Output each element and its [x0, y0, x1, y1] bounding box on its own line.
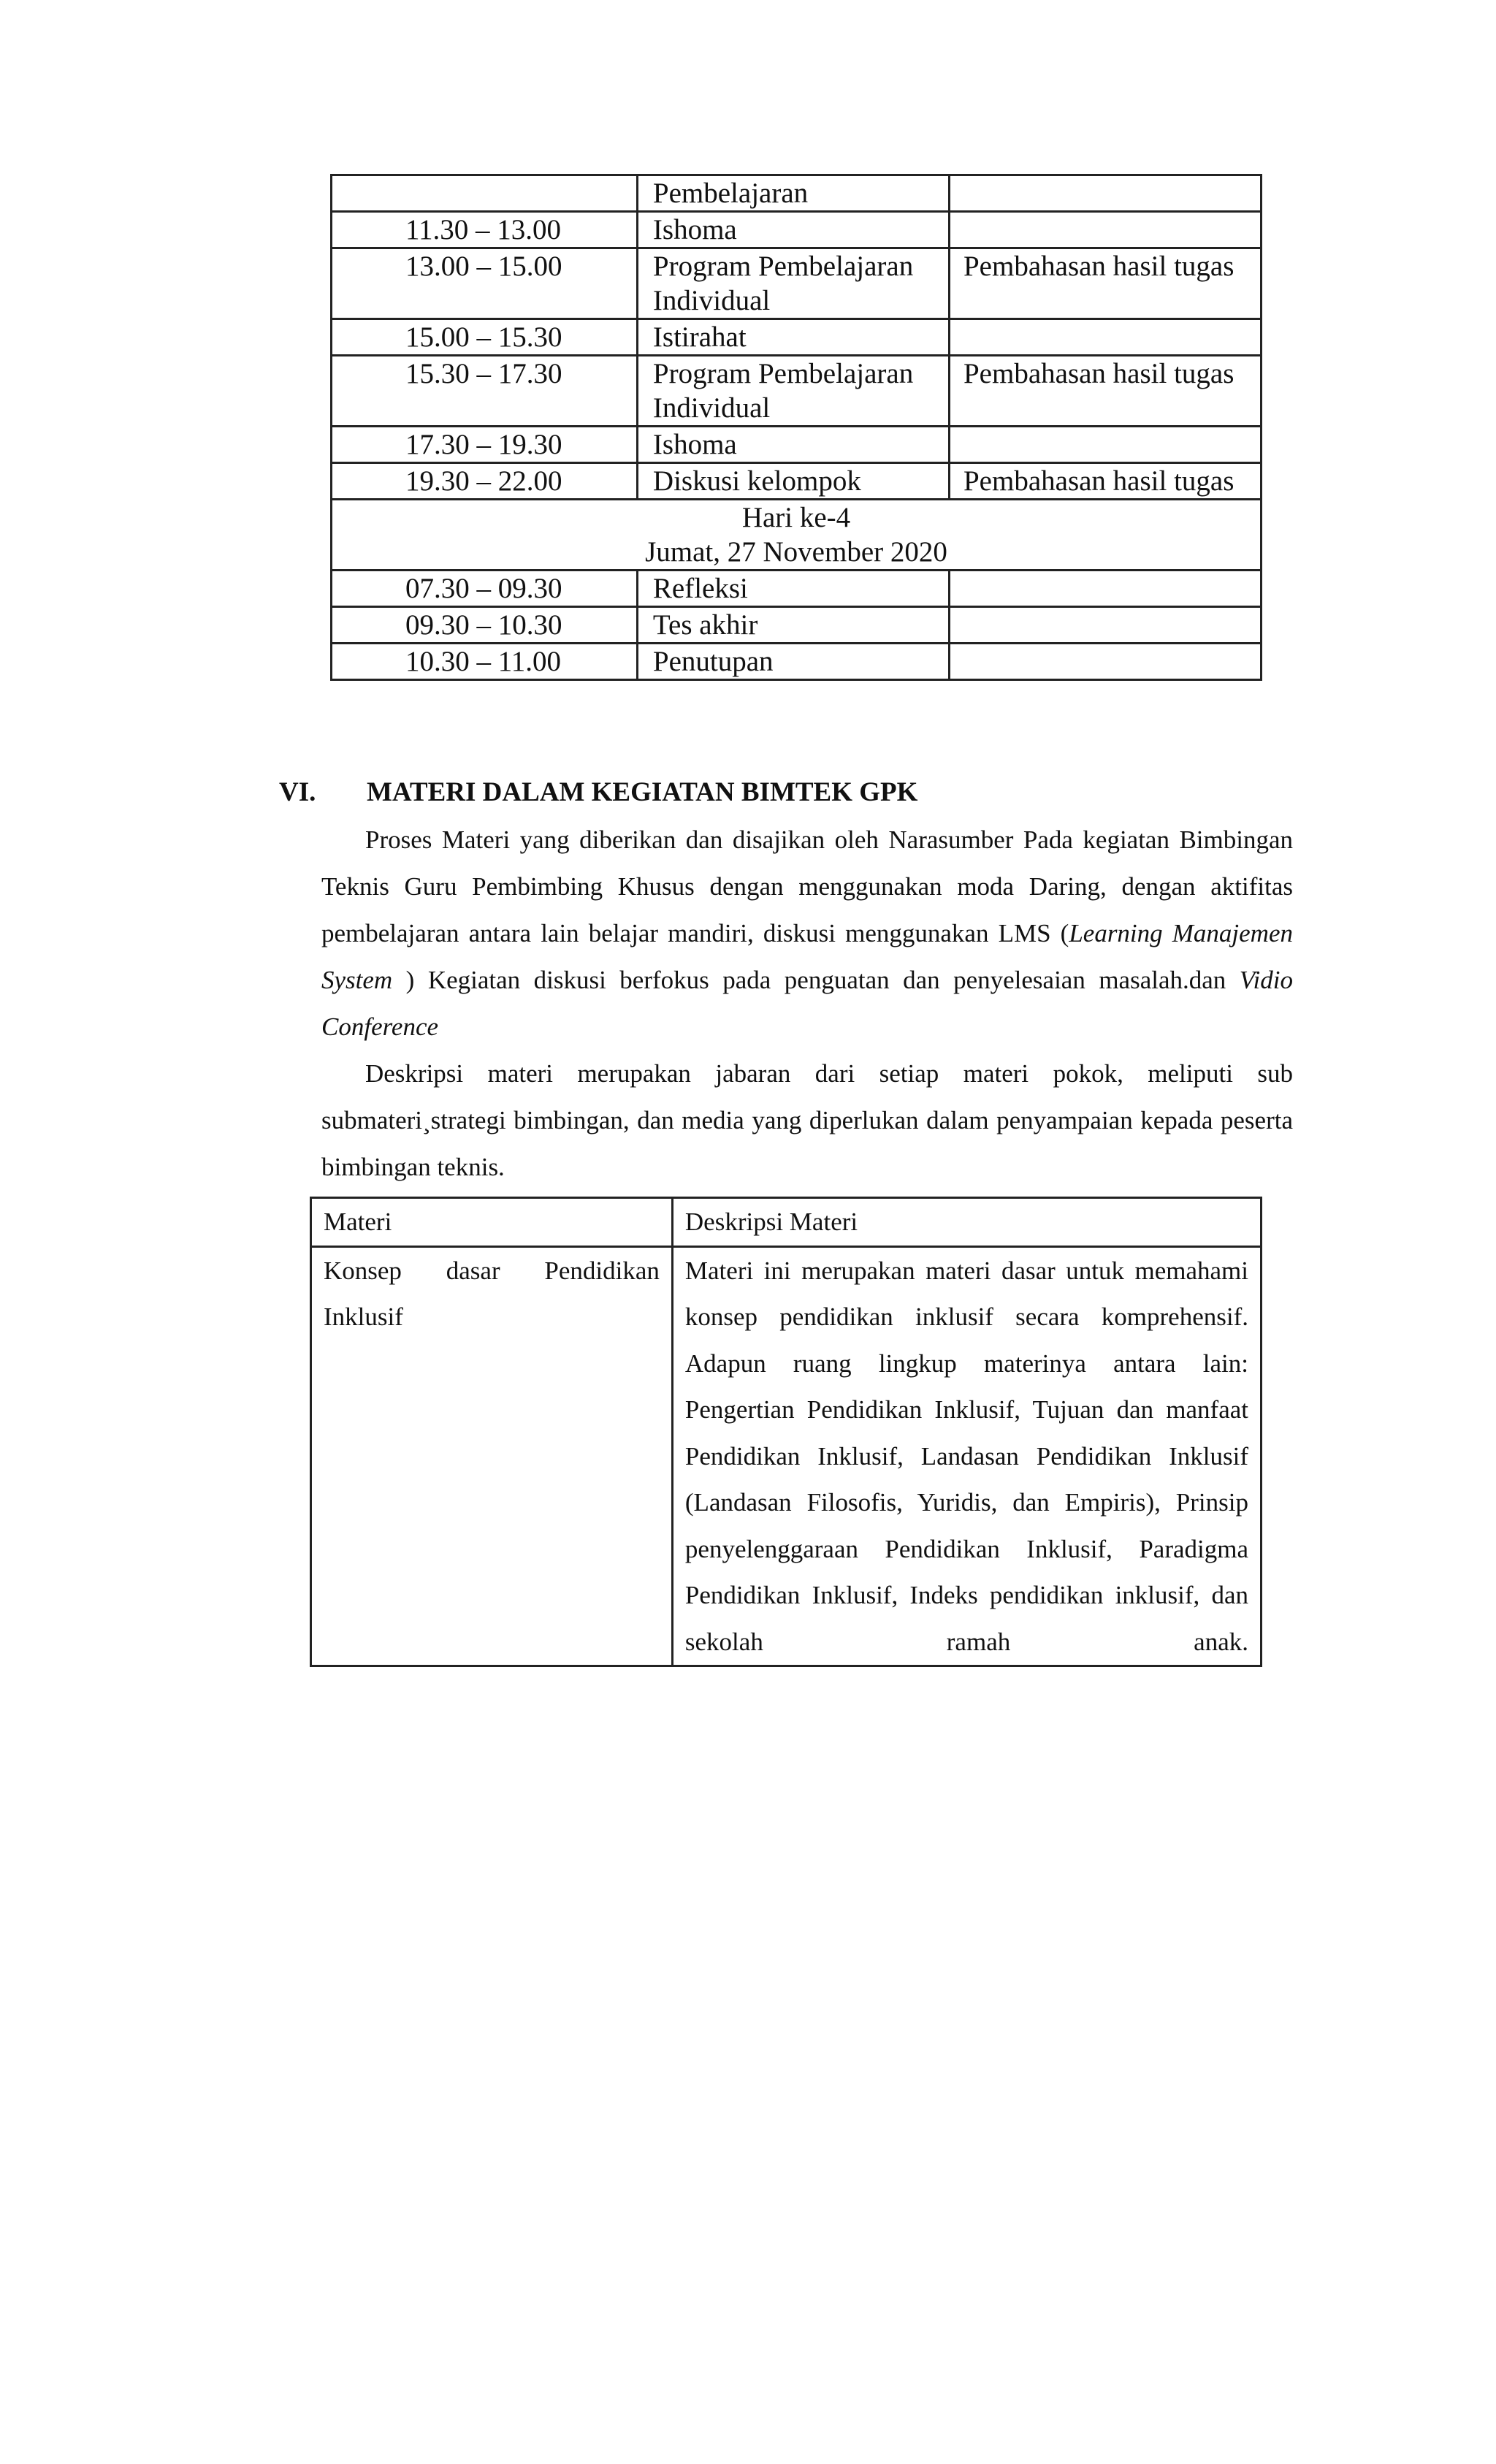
activity-cell: Pembelajaran	[637, 175, 949, 212]
table-row	[332, 212, 1262, 248]
paragraph-text-a: Proses Materi yang diberikan dan disajikan oleh Narasumber Pada kegiatan Bimbingan Teknis Guru Pembimbing Khusus dengan menggunakan moda Daring, dengan aktifitas pembelajaran antara lain belajar mandiri, diskusi menggunakan LMS (	[321, 825, 1293, 947]
activity-cell: Diskusi kelompok	[637, 463, 949, 500]
paragraph-description	[321, 1050, 1293, 1191]
time-cell: 10.30 – 11.00	[332, 644, 638, 680]
paragraph-process	[321, 817, 1293, 1050]
note-cell: Pembahasan hasil tugas	[949, 463, 1261, 500]
schedule-table	[330, 174, 1262, 681]
note-cell: Pembahasan hasil tugas	[949, 248, 1261, 319]
note-cell	[949, 319, 1261, 356]
materi-cell: Konsep dasar Pendidikan Inklusif	[311, 1246, 673, 1666]
note-cell	[949, 427, 1261, 463]
table-row	[332, 644, 1262, 680]
activity-cell: Istirahat	[637, 319, 949, 356]
table-row	[332, 571, 1262, 607]
time-cell: 11.30 – 13.00	[332, 212, 638, 248]
day-label: Hari ke-4	[741, 502, 851, 533]
table-row	[332, 463, 1262, 500]
day-header-cell	[332, 500, 1262, 571]
table-row	[332, 319, 1262, 356]
materi-table	[310, 1197, 1262, 1667]
note-cell	[949, 607, 1261, 644]
time-cell	[332, 175, 638, 212]
activity-cell: Refleksi	[637, 571, 949, 607]
table-row	[311, 1246, 1262, 1666]
activity-cell: Program Pembelajaran Individual	[637, 356, 949, 427]
time-cell: 13.00 – 15.00	[332, 248, 638, 319]
paragraph-text-b: ) Kegiatan diskusi berfokus pada penguatan dan penyelesaian masalah.dan	[392, 966, 1240, 994]
time-cell: 19.30 – 22.00	[332, 463, 638, 500]
paragraph-description-text: Deskripsi materi merupakan jabaran dari setiap materi pokok, meliputi sub submateri¸strategi bimbingan, dan media yang diperlukan dalam penyampaian kepada peserta bimbingan teknis.	[321, 1059, 1293, 1181]
section-number: VI.	[279, 777, 316, 807]
note-cell: Pembahasan hasil tugas	[949, 356, 1261, 427]
paragraph-italic-conference: Vidio Conference	[321, 966, 1293, 1041]
activity-cell: Program Pembelajaran Individual	[637, 248, 949, 319]
header-deskripsi: Deskripsi Materi	[672, 1198, 1261, 1247]
table-row	[332, 607, 1262, 644]
header-materi: Materi	[311, 1198, 673, 1247]
table-row	[332, 427, 1262, 463]
time-cell: 15.30 – 17.30	[332, 356, 638, 427]
day-header-row	[332, 500, 1262, 571]
table-header-row	[311, 1198, 1262, 1247]
section-heading	[279, 774, 1302, 811]
note-cell	[949, 644, 1261, 680]
activity-cell: Penutupan	[637, 644, 949, 680]
table-row	[332, 248, 1262, 319]
activity-cell: Tes akhir	[637, 607, 949, 644]
time-cell: 17.30 – 19.30	[332, 427, 638, 463]
time-cell: 09.30 – 10.30	[332, 607, 638, 644]
note-cell	[949, 212, 1261, 248]
deskripsi-cell: Materi ini merupakan materi dasar untuk memahami konsep pendidikan inklusif secara komprehensif. Adapun ruang lingkup materinya antara lain: Pengertian Pendidikan Inklusif, Tujuan dan manfaat Pendidikan Inklusif, Landasan Pendidikan Inklusif (Landasan Filosofis, Yuridis, dan Empiris), Prinsip penyelenggaraan Pendidikan Inklusif, Paradigma Pendidikan Inklusif, Indeks pendidikan inklusif, dan sekolah ramah anak.	[672, 1246, 1261, 1666]
section-title: MATERI DALAM KEGIATAN BIMTEK GPK	[367, 777, 918, 807]
activity-cell: Ishoma	[637, 212, 949, 248]
time-cell: 07.30 – 09.30	[332, 571, 638, 607]
activity-cell: Ishoma	[637, 427, 949, 463]
paragraph-italic-lms: Learning Manajemen System	[321, 919, 1293, 994]
table-row	[332, 175, 1262, 212]
day-date: Jumat, 27 November 2020	[645, 536, 947, 568]
time-cell: 15.00 – 15.30	[332, 319, 638, 356]
note-cell	[949, 571, 1261, 607]
note-cell	[949, 175, 1261, 212]
table-row	[332, 356, 1262, 427]
